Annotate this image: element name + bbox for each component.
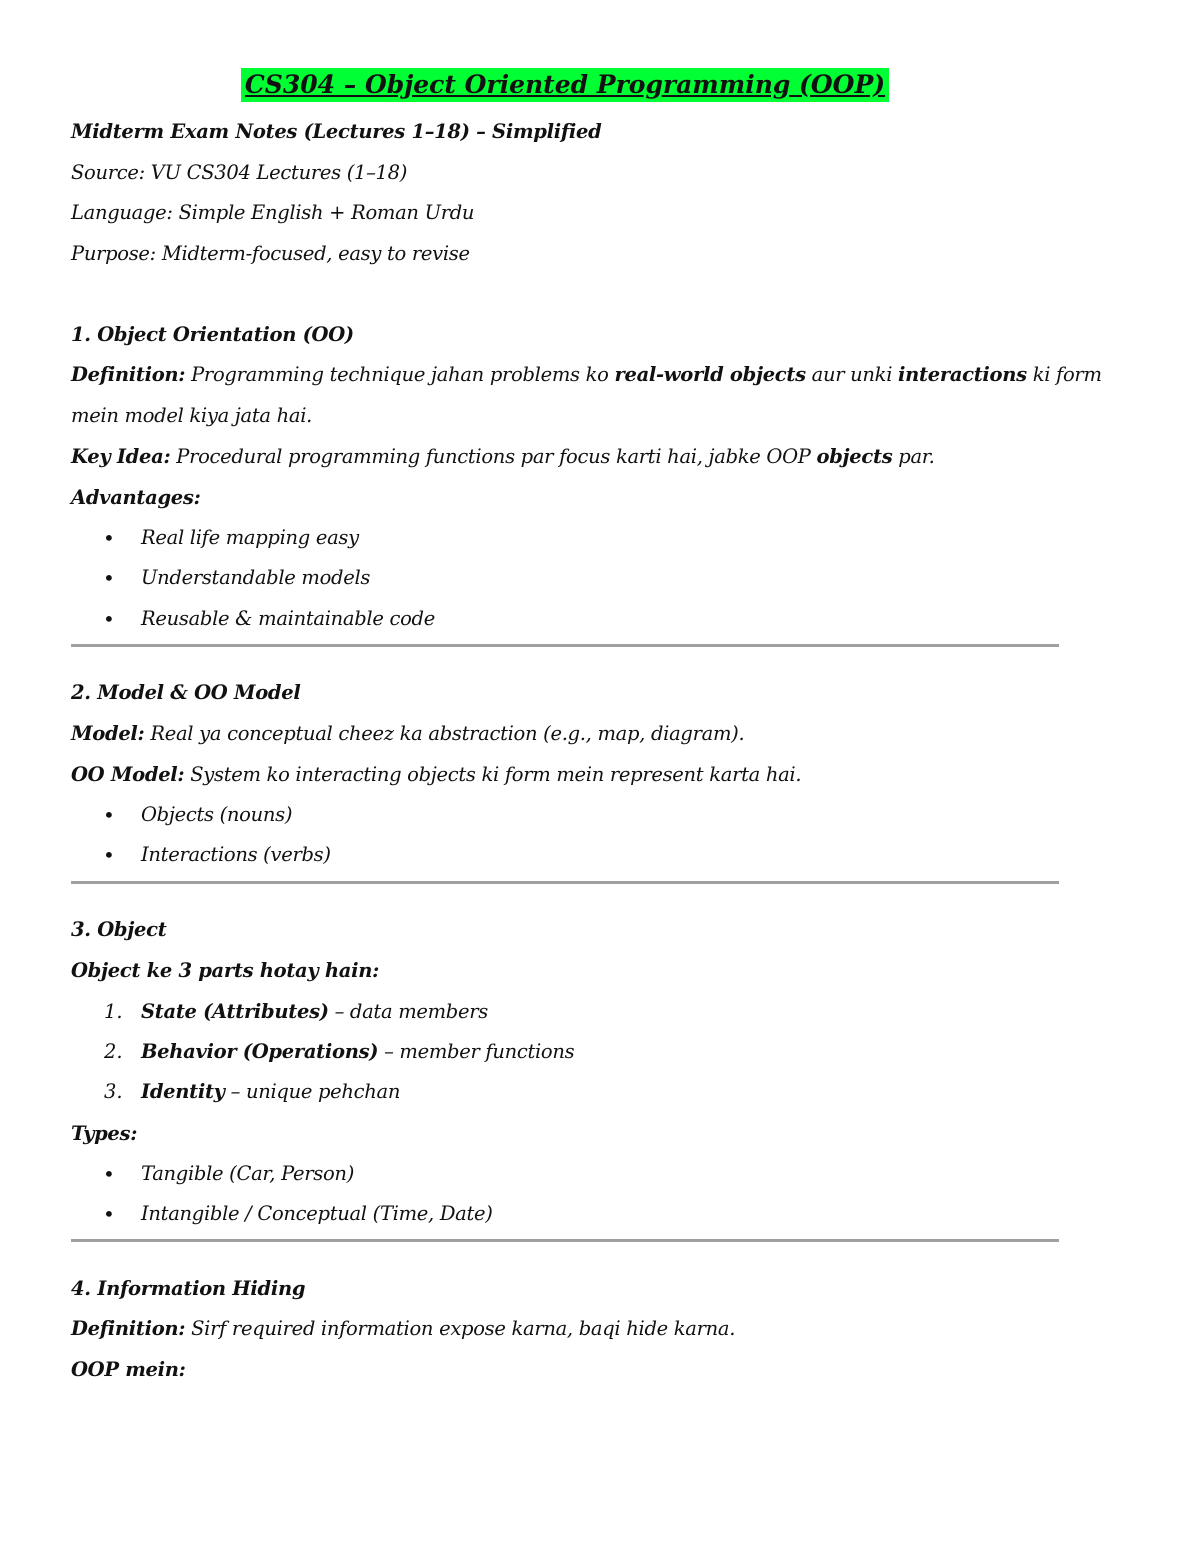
s1-advantages-label: Advantages: — [71, 486, 201, 509]
s4-definition — [71, 1316, 735, 1342]
s3-part-rest: – member functions — [378, 1040, 575, 1063]
s3-part-bold: Behavior (Operations) — [141, 1040, 379, 1063]
section-2-heading: 2. Model & OO Model — [71, 681, 301, 704]
language-label: Language: — [71, 201, 173, 224]
bullet-icon: • — [103, 1202, 115, 1226]
s1-def-text-3: ki form — [1026, 363, 1102, 386]
s1-definition-continued: mein model kiya jata hai. — [71, 404, 313, 427]
document-title: CS304 – Object Oriented Programming (OOP) — [241, 68, 889, 102]
list-number: 2. — [104, 1040, 123, 1063]
s1-key-bold: objects — [816, 445, 893, 468]
s3-part-item — [141, 1079, 400, 1105]
s3-part-item — [141, 999, 488, 1025]
s2-model-value: Real ya conceptual cheez ka abstraction (e.g., map, diagram). — [144, 722, 745, 745]
subtitle: Midterm Exam Notes (Lectures 1–18) – Simplified — [71, 120, 602, 143]
source-line: Source: VU CS304 Lectures (1–18) — [71, 161, 408, 184]
s2-oo-value: System ko interacting objects ki form mein represent karta hai. — [184, 763, 802, 786]
title-row — [0, 68, 1130, 102]
section-4-heading: 4. Information Hiding — [71, 1277, 306, 1300]
section-divider — [71, 881, 1059, 884]
s1-definition-label: Definition: — [71, 363, 186, 386]
bullet-icon: • — [103, 526, 115, 550]
s2-oo-model-line — [71, 762, 801, 788]
section-divider — [71, 644, 1059, 647]
section-1-heading: 1. Object Orientation (OO) — [71, 323, 354, 346]
s1-advantage-item: Understandable models — [141, 566, 371, 589]
s3-types-label: Types: — [71, 1122, 138, 1145]
list-number: 1. — [104, 1000, 123, 1023]
s4-oop-label: OOP mein: — [71, 1358, 186, 1381]
purpose-value: Midterm-focused, easy to revise — [155, 242, 470, 265]
section-divider — [71, 1239, 1059, 1242]
language-value: Simple English + Roman Urdu — [172, 201, 475, 224]
bullet-icon: • — [103, 607, 115, 631]
s3-type-item: Intangible / Conceptual (Time, Date) — [141, 1202, 493, 1225]
bullet-icon: • — [103, 1162, 115, 1186]
s1-key-text-2: par. — [892, 445, 935, 468]
list-number: 3. — [104, 1080, 123, 1103]
s4-definition-label: Definition: — [71, 1317, 186, 1340]
s2-model-line — [71, 721, 744, 747]
s1-def-bold-2: interactions — [898, 363, 1027, 386]
bullet-icon: • — [103, 803, 115, 827]
s3-parts-label: Object ke 3 parts hotay hain: — [71, 959, 379, 982]
s1-key-idea — [71, 444, 935, 470]
bullet-icon: • — [103, 843, 115, 867]
s1-definition — [71, 362, 1102, 388]
s1-advantage-item: Reusable & maintainable code — [141, 607, 435, 630]
s4-definition-value: Sirf required information expose karna, baqi hide karna. — [185, 1317, 736, 1340]
s1-def-text-1: Programming technique jahan problems ko — [185, 363, 615, 386]
section-3-heading: 3. Object — [71, 918, 167, 941]
s3-part-rest: – data members — [328, 1000, 488, 1023]
s1-key-label: Key Idea: — [71, 445, 171, 468]
language-line — [71, 200, 474, 226]
purpose-line — [71, 241, 470, 267]
s1-def-bold-1: real-world objects — [614, 363, 806, 386]
s3-part-bold: State (Attributes) — [141, 1000, 329, 1023]
s2-list-item: Objects (nouns) — [141, 803, 293, 826]
s2-model-label: Model: — [71, 722, 145, 745]
s1-advantage-item: Real life mapping easy — [141, 526, 359, 549]
s3-part-bold: Identity — [141, 1080, 225, 1103]
s1-def-text-2: aur unki — [805, 363, 899, 386]
s3-part-item — [141, 1039, 574, 1065]
s2-oo-label: OO Model: — [71, 763, 185, 786]
bullet-icon: • — [103, 566, 115, 590]
s3-part-rest: – unique pehchan — [224, 1080, 401, 1103]
s2-list-item: Interactions (verbs) — [141, 843, 331, 866]
s1-key-text-1: Procedural programming functions par focus karti hai, jabke OOP — [170, 445, 817, 468]
purpose-label: Purpose: — [71, 242, 156, 265]
s3-type-item: Tangible (Car, Person) — [141, 1162, 355, 1185]
